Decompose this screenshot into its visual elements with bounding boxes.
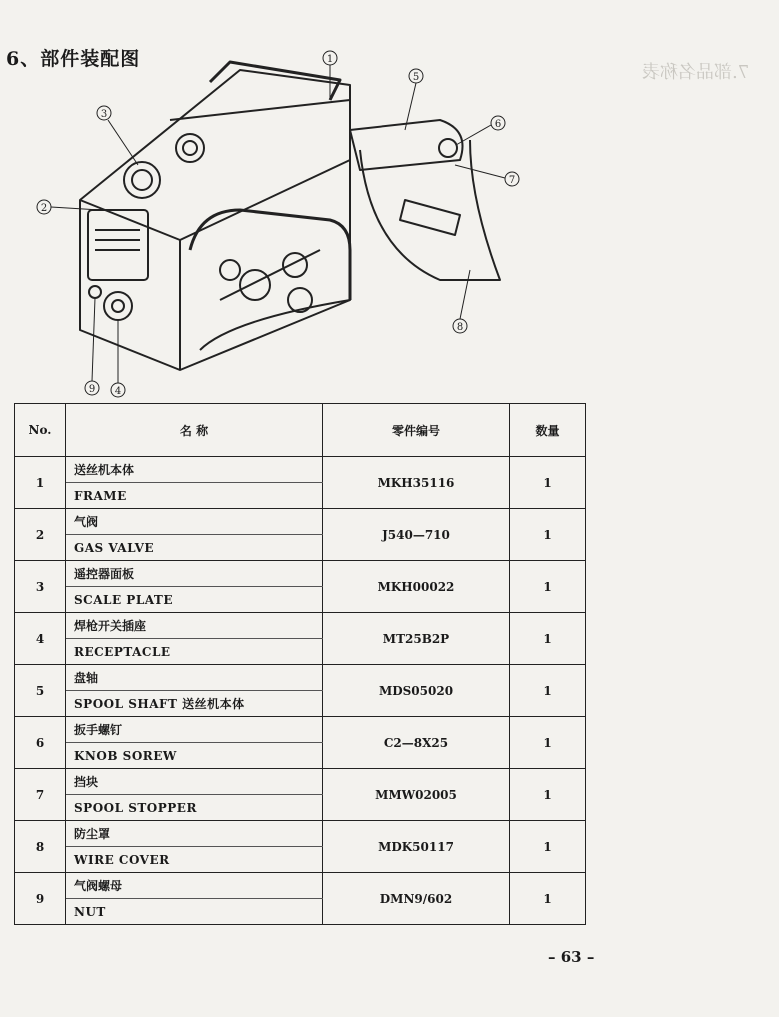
row-number: 7 [15, 769, 66, 821]
header-part-number: 零件编号 [323, 404, 510, 457]
row-number: 6 [15, 717, 66, 769]
callout-7: 7 [508, 175, 516, 186]
name-chinese: 遥控器面板 [66, 561, 323, 587]
quantity: 1 [510, 873, 586, 925]
header-no: No. [15, 404, 66, 457]
table-row [15, 457, 586, 483]
callout-6: 6 [494, 119, 502, 130]
name-english: SPOOL STOPPER [66, 795, 323, 821]
callout-2: 2 [40, 203, 48, 214]
bleed-through-text: 7.部品名称表 [641, 62, 749, 83]
row-number: 8 [15, 821, 66, 873]
quantity: 1 [510, 769, 586, 821]
header-name: 名 称 [66, 404, 323, 457]
table-row [15, 561, 586, 587]
row-number: 4 [15, 613, 66, 665]
row-number: 2 [15, 509, 66, 561]
callout-9: 9 [88, 384, 96, 395]
assembly-drawing [0, 0, 779, 410]
table-row [15, 717, 586, 743]
part-number: J540—710 [323, 509, 510, 561]
quantity: 1 [510, 457, 586, 509]
table-row [15, 613, 586, 639]
page-number: – 63 – [548, 948, 595, 966]
part-number: MDS05020 [323, 665, 510, 717]
table-row [15, 873, 586, 899]
name-english: SCALE PLATE [66, 587, 323, 613]
part-number: MT25B2P [323, 613, 510, 665]
callout-1: 1 [326, 54, 334, 65]
callout-4: 4 [114, 386, 122, 397]
section-heading: 6、部件装配图 [6, 48, 141, 70]
table-row [15, 821, 586, 847]
part-number: C2—8X25 [323, 717, 510, 769]
name-english: WIRE COVER [66, 847, 323, 873]
callout-5: 5 [412, 72, 420, 83]
name-english: RECEPTACLE [66, 639, 323, 665]
part-number: MKH00022 [323, 561, 510, 613]
quantity: 1 [510, 613, 586, 665]
parts-table [14, 403, 586, 925]
row-number: 5 [15, 665, 66, 717]
row-number: 3 [15, 561, 66, 613]
name-chinese: 挡块 [66, 769, 323, 795]
name-chinese: 焊枪开关插座 [66, 613, 323, 639]
name-english: SPOOL SHAFT 送丝机本体 [66, 691, 323, 717]
name-chinese: 送丝机本体 [66, 457, 323, 483]
name-chinese: 盘轴 [66, 665, 323, 691]
quantity: 1 [510, 665, 586, 717]
row-number: 9 [15, 873, 66, 925]
table-header-row [15, 404, 586, 457]
row-number: 1 [15, 457, 66, 509]
header-quantity: 数量 [510, 404, 586, 457]
quantity: 1 [510, 717, 586, 769]
name-english: GAS VALVE [66, 535, 323, 561]
callout-3: 3 [100, 109, 108, 120]
name-english: FRAME [66, 483, 323, 509]
callout-8: 8 [456, 322, 464, 333]
table-row [15, 509, 586, 535]
name-english: KNOB SOREW [66, 743, 323, 769]
name-chinese: 防尘罩 [66, 821, 323, 847]
part-number: MKH35116 [323, 457, 510, 509]
quantity: 1 [510, 509, 586, 561]
name-english: NUT [66, 899, 323, 925]
name-chinese: 气阀螺母 [66, 873, 323, 899]
name-chinese: 扳手螺钉 [66, 717, 323, 743]
table-row [15, 665, 586, 691]
quantity: 1 [510, 821, 586, 873]
part-number: MMW02005 [323, 769, 510, 821]
part-number: MDK50117 [323, 821, 510, 873]
part-number: DMN9/602 [323, 873, 510, 925]
name-chinese: 气阀 [66, 509, 323, 535]
quantity: 1 [510, 561, 586, 613]
table-row [15, 769, 586, 795]
